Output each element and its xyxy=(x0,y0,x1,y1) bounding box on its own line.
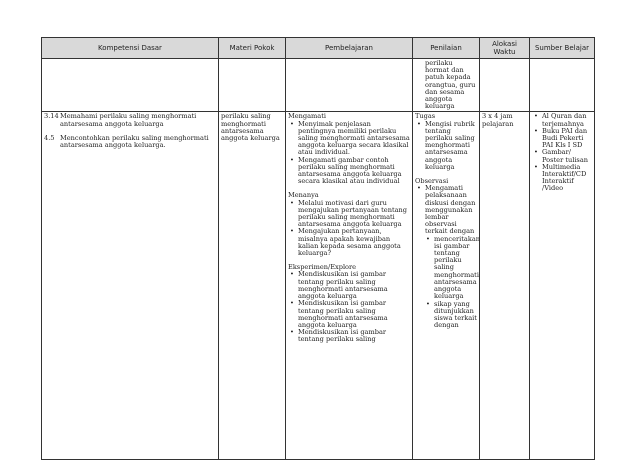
header-penilaian: Penilaian xyxy=(413,38,480,59)
observasi-sublist xyxy=(425,234,481,330)
menanya-list xyxy=(288,200,410,258)
cont-penilaian-cell xyxy=(413,59,480,112)
sumber-list xyxy=(532,113,592,192)
penilaian-cell xyxy=(413,112,480,460)
tugas-title: Tugas xyxy=(415,112,436,121)
observasi-list xyxy=(415,184,481,330)
kd-text: Mencontohkan perilaku saling menghormati antarsesama anggota keluarga. xyxy=(60,133,209,150)
cont-line: hormat dan xyxy=(425,66,464,75)
kd-text: Memahami perilaku saling menghormati antarsesama anggota keluarga xyxy=(60,112,197,128)
mengamati-title: Mengamati xyxy=(288,112,326,121)
list-item: • menceritakan isi gambar tentang perilaku saling menghormati antarsesama anggota keluarga xyxy=(434,236,477,301)
list-item: • Gambar/ Poster tulisan xyxy=(542,149,592,163)
cont-pembelajaran-cell xyxy=(286,59,413,112)
kd-number: 4.5 xyxy=(44,133,55,142)
syllabus-table xyxy=(41,37,595,460)
header-pembelajaran: Pembelajaran xyxy=(286,38,413,59)
eksperimen-title: Eksperimen/Explore xyxy=(288,263,357,272)
cont-line: patuh kepada xyxy=(425,73,471,82)
materi-cell: perilaku saling menghormati antarsesama anggota keluarga xyxy=(219,112,286,460)
continuation-row xyxy=(42,59,595,112)
list-item: • Al Quran dan terjemahnya xyxy=(542,113,592,127)
list-item: • Menyimak penjelasan pentingnya memiliki perilaku saling menghormati antarsesama anggota keluarga secara klasikal atau individual. xyxy=(298,121,410,157)
list-item: • Mendiskusikan isi gambar tentang perilaku saling menghormati antarsesama anggota keluarga xyxy=(298,271,410,300)
observasi-text: Mengamati pelaksanaan diskusi dengan menggunakan lembar observasi terkait dengan xyxy=(425,184,476,236)
cont-materi-cell xyxy=(219,59,286,112)
list-item: • Mengamati gambar contoh perilaku saling menghormati antarsesama anggota keluarga secara klasikal atau individual xyxy=(298,157,410,186)
list-item: • Melalui motivasi dari guru mengajukan pertanyaan tentang perilaku saling menghormati antarsesama anggota keluarga xyxy=(298,200,410,229)
kd-item xyxy=(44,135,216,149)
mengamati-list xyxy=(288,121,410,186)
content-row xyxy=(42,112,595,460)
alokasi-cell: 3 x 4 jam pelajaran xyxy=(480,112,530,460)
cont-line: perilaku xyxy=(425,59,453,67)
header-materi-pokok: Materi Pokok xyxy=(219,38,286,59)
header-sumber-belajar: Sumber Belajar xyxy=(530,38,595,59)
sumber-cell xyxy=(530,112,595,460)
eksperimen-list xyxy=(288,271,410,343)
kd-item xyxy=(44,113,216,127)
tugas-list xyxy=(415,121,477,171)
pembelajaran-cell xyxy=(286,112,413,460)
cont-line: dan sesama xyxy=(425,87,465,96)
list-item: • Mendiskusikan isi gambar tentang perilaku saling xyxy=(298,329,410,343)
observasi-title: Observasi xyxy=(415,177,449,186)
cont-line: orangtua, guru xyxy=(425,80,476,89)
header-kompetensi-dasar: Kompetensi Dasar xyxy=(42,38,219,59)
header-row xyxy=(42,38,595,59)
cont-kd-cell xyxy=(42,59,219,112)
menanya-title: Menanya xyxy=(288,191,319,200)
cont-alokasi-cell xyxy=(480,59,530,112)
kd-cell xyxy=(42,112,219,460)
list-item xyxy=(425,184,481,330)
cont-sumber-cell xyxy=(530,59,595,112)
list-item: • sikap yang ditunjukkan siswa terkait dengan xyxy=(434,301,477,330)
list-item: • Mengajukan pertanyaan, misalnya apakah kewajiban kalian kepada sesama anggota keluarga? xyxy=(298,228,410,257)
cont-line: anggota xyxy=(425,95,453,104)
header-alokasi-waktu: Alokasi Waktu xyxy=(480,38,530,59)
list-item: • Mengisi rubrik tentang perilaku saling menghormati antarsesama anggota keluarga xyxy=(425,121,477,171)
kd-number: 3.14 xyxy=(44,112,59,121)
list-item: • Buku PAI dan Budi Pekerti PAI Kls I SD xyxy=(542,128,592,150)
list-item: • Multimedia Interaktif/CD Interaktif /Video xyxy=(542,164,592,193)
cont-line: keluarga xyxy=(425,102,455,111)
list-item: • Mendiskusikan isi gambar tentang perilaku saling menghormati antarsesama anggota keluarga xyxy=(298,300,410,329)
